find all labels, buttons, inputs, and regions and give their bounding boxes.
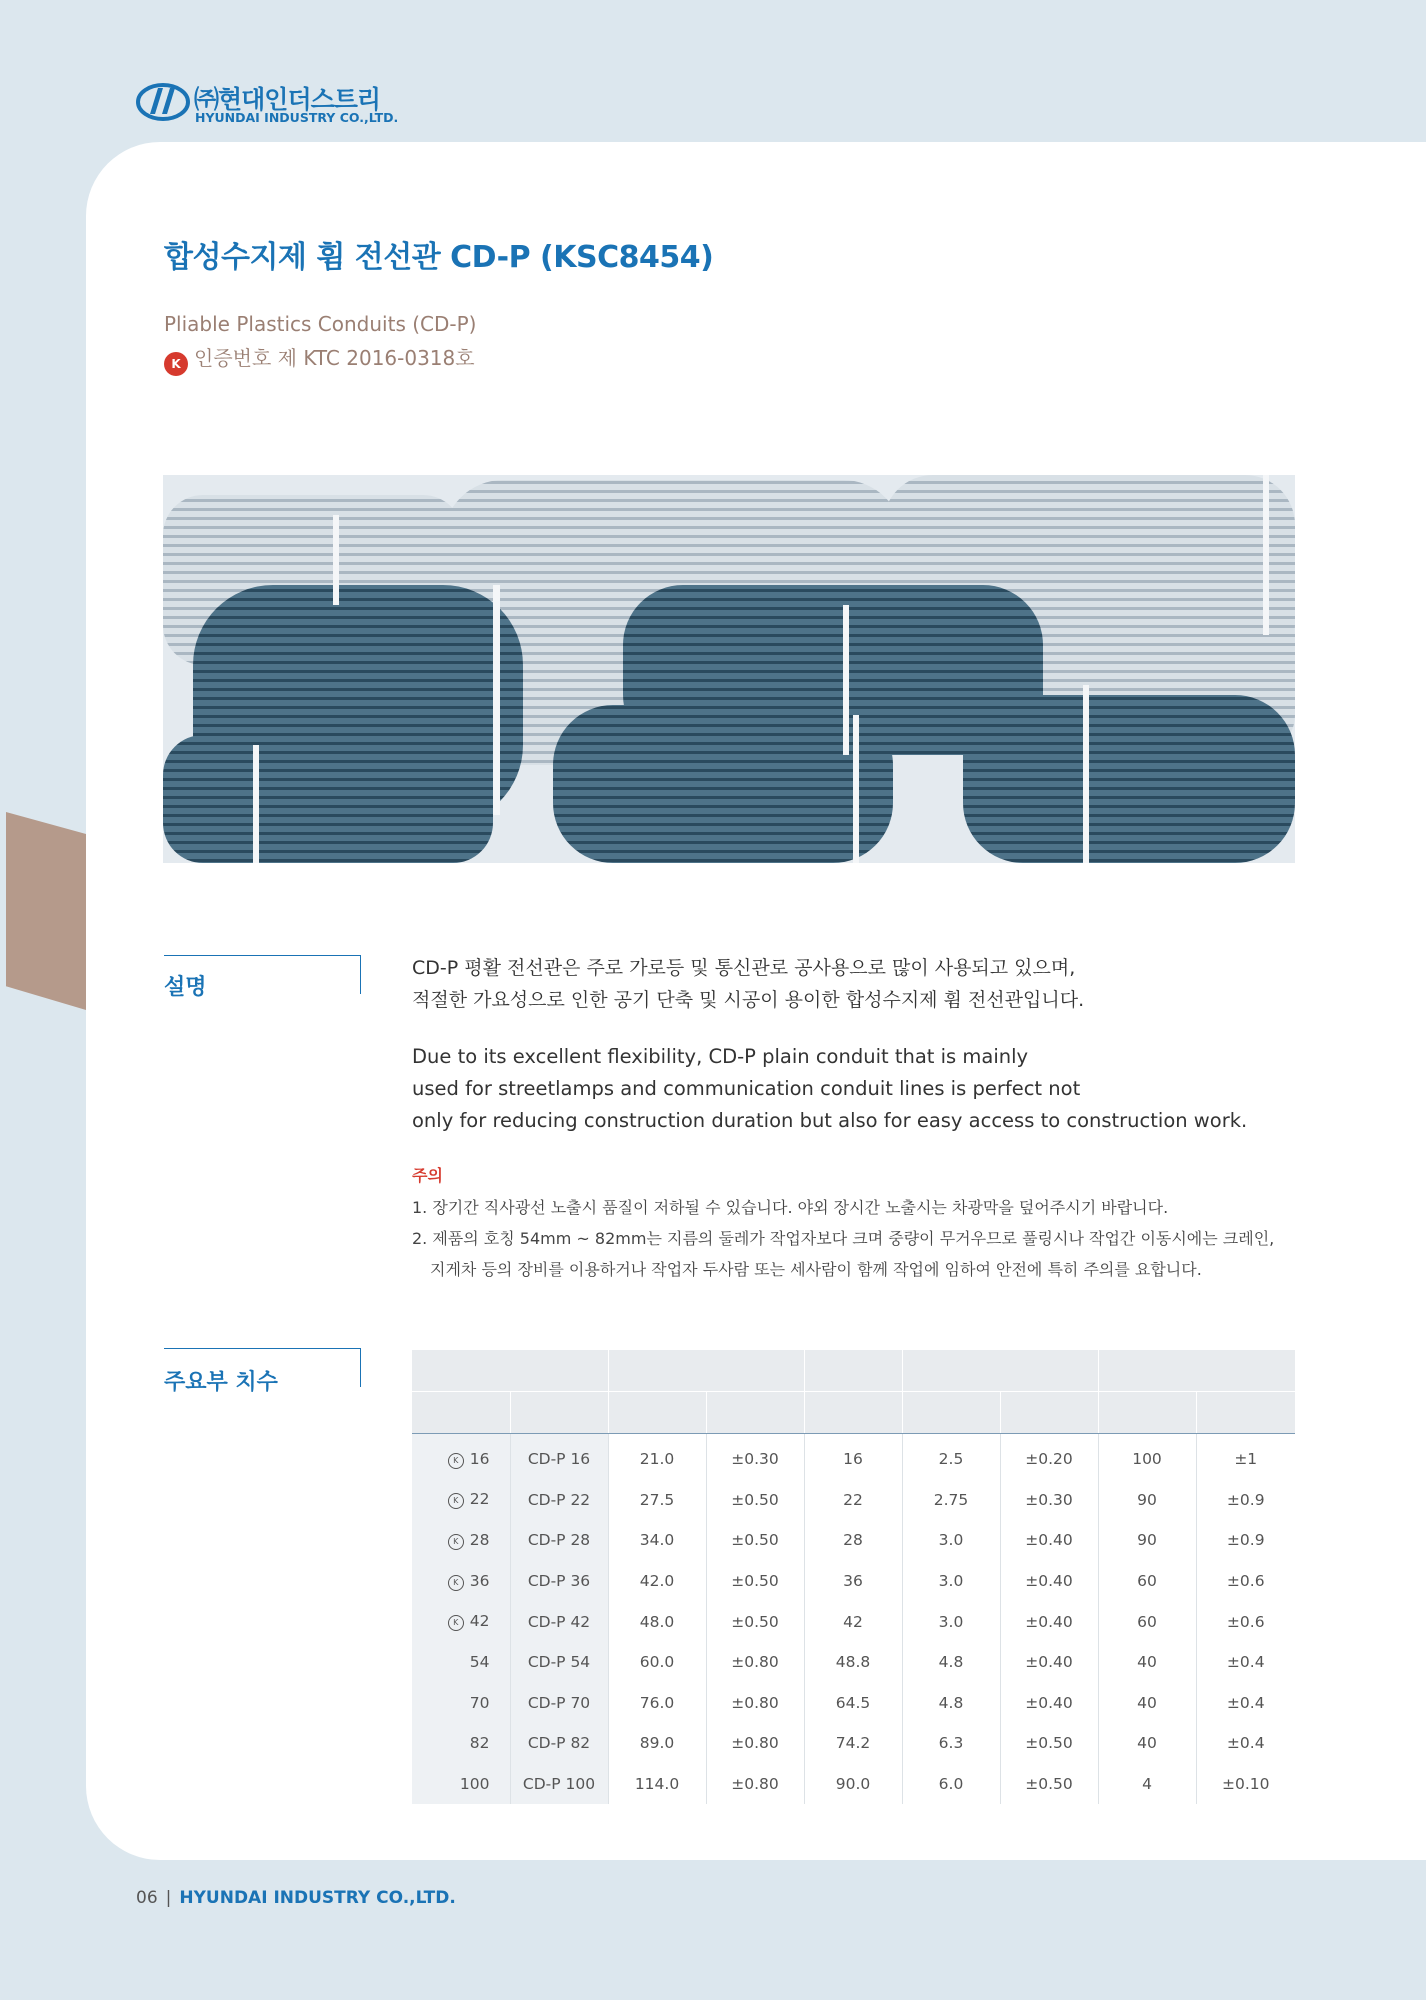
cell-value: ±0.30 [731, 1450, 779, 1469]
cell-value: CD-P 22 [527, 1490, 591, 1509]
product-subtitle: Pliable Plastics Conduits (CD-P) [164, 312, 477, 336]
footer-company-name: HYUNDAI INDUSTRY CO.,LTD. [179, 1888, 456, 1908]
table-cell-model [510, 1764, 608, 1805]
cell-value: 54 [469, 1653, 490, 1672]
cell-value: ±0.4 [1226, 1653, 1265, 1672]
table-cell-len [1098, 1764, 1196, 1805]
cell-value: 36 [469, 1571, 490, 1590]
table-cell-size [412, 1764, 510, 1805]
caution-title: 주의 [412, 1166, 443, 1185]
table-cell-id [804, 1480, 902, 1521]
table-cell-od [608, 1764, 706, 1805]
cell-value: 40 [1137, 1734, 1157, 1753]
certification-number: 인증번호 제 KTC 2016-0318호 [194, 346, 475, 370]
cell-value: CD-P 54 [527, 1653, 591, 1672]
footer-separator: | [165, 1888, 172, 1908]
cell-value: 28 [843, 1531, 863, 1550]
cell-value: ±0.40 [1025, 1572, 1073, 1591]
table-cell-id [804, 1723, 902, 1764]
cell-value: ±0.50 [731, 1531, 779, 1550]
table-cell-thick [902, 1764, 1000, 1805]
cell-value: 90 [1137, 1490, 1157, 1509]
cell-value: ±0.4 [1226, 1693, 1265, 1712]
table-row [412, 1520, 1295, 1561]
cell-value: ±0.20 [1025, 1450, 1073, 1469]
cell-value: 100 [459, 1775, 490, 1794]
table-subheader-cell [1196, 1392, 1295, 1434]
table-subheader-cell [608, 1392, 706, 1434]
cell-value: 27.5 [639, 1490, 675, 1509]
table-cell-od [608, 1723, 706, 1764]
table-cell-thick-tol [1000, 1520, 1098, 1561]
table-row [412, 1683, 1295, 1724]
table-subheader-cell [804, 1392, 902, 1434]
cell-value: ±0.50 [731, 1490, 779, 1509]
cell-value: 3.0 [938, 1531, 964, 1550]
cell-value: ±0.80 [731, 1693, 779, 1712]
table-cell-od-tol [706, 1764, 804, 1805]
cell-value: 3.0 [938, 1612, 964, 1631]
table-cell-thick [902, 1723, 1000, 1764]
cell-value: ±0.50 [731, 1572, 779, 1591]
table-cell-od-tol [706, 1723, 804, 1764]
table-row [412, 1764, 1295, 1805]
cell-value: CD-P 100 [522, 1775, 596, 1794]
table-cell-id [804, 1434, 902, 1480]
company-logo-icon [136, 82, 190, 122]
table-row [412, 1434, 1295, 1480]
caution-item-continued: 지게차 등의 장비를 이용하거나 작업자 두사람 또는 세사람이 함께 작업에 임하여 안전에 특히 주의를 요합니다. [430, 1260, 1202, 1279]
table-cell-model [510, 1683, 608, 1724]
table-cell-len [1098, 1480, 1196, 1521]
table-cell-od [608, 1601, 706, 1642]
description-en-line: Due to its excellent flexibility, CD-P plain conduit that is mainly [412, 1045, 1029, 1068]
kc-mark-icon: K [448, 1453, 464, 1469]
table-cell-thick [902, 1642, 1000, 1683]
description-korean [412, 952, 1084, 1016]
cell-value: CD-P 16 [527, 1450, 591, 1469]
table-cell-model [510, 1480, 608, 1521]
cell-value: 16 [843, 1450, 863, 1469]
table-header-cell [412, 1350, 608, 1392]
table-cell-od [608, 1561, 706, 1602]
side-tab-decoration [6, 812, 86, 1010]
table-row [412, 1480, 1295, 1521]
cell-value: ±0.40 [1025, 1653, 1073, 1672]
table-cell-thick [902, 1561, 1000, 1602]
kc-mark-icon: K [448, 1575, 464, 1591]
cell-value: 64.5 [835, 1693, 871, 1712]
table-header-cell [804, 1350, 902, 1392]
cell-value: 34.0 [639, 1531, 675, 1550]
cell-value: 48.0 [639, 1612, 675, 1631]
page-title: 합성수지제 휨 전선관 CD-P (KSC8454) [164, 240, 714, 275]
kc-mark-icon: K [448, 1493, 464, 1509]
cell-value: 28 [469, 1530, 490, 1549]
table-header-cell [902, 1350, 1098, 1392]
cell-value: ±0.40 [1025, 1693, 1073, 1712]
table-subheader-cell [510, 1392, 608, 1434]
cell-value: ±0.6 [1226, 1572, 1265, 1591]
table-cell-thick-tol [1000, 1683, 1098, 1724]
description-label: 설명 [164, 975, 207, 1000]
table-cell-od-tol [706, 1434, 804, 1480]
cell-value: 114.0 [634, 1775, 680, 1794]
table-cell-thick-tol [1000, 1561, 1098, 1602]
description-kr-line: CD-P 평활 전선관은 주로 가로등 및 통신관로 공사용으로 많이 사용되고 있으며, [412, 957, 1076, 979]
cell-value: ±0.4 [1226, 1734, 1265, 1753]
dimensions-table [412, 1350, 1295, 1804]
cell-value: 48.8 [835, 1653, 871, 1672]
table-cell-size [412, 1520, 510, 1561]
table-cell-thick [902, 1683, 1000, 1724]
table-cell-len-tol [1196, 1723, 1295, 1764]
cell-value: ±0.6 [1226, 1612, 1265, 1631]
cell-value: ±0.50 [1025, 1775, 1073, 1794]
product-photo [163, 475, 1295, 863]
table-cell-size [412, 1642, 510, 1683]
description-kr-line: 적절한 가요성으로 인한 공기 단축 및 시공이 용이한 합성수지제 휨 전선관입니다. [412, 989, 1085, 1011]
cell-value: 82 [469, 1734, 490, 1753]
table-body [412, 1434, 1295, 1805]
caution-item: 1. 장기간 직사광선 노출시 품질이 저하될 수 있습니다. 야외 장시간 노출시는 차광막을 덮어주시기 바랍니다. [412, 1198, 1169, 1217]
cell-value: CD-P 42 [527, 1612, 591, 1631]
table-cell-od [608, 1683, 706, 1724]
table-cell-len [1098, 1642, 1196, 1683]
table-cell-id [804, 1520, 902, 1561]
table-cell-model [510, 1723, 608, 1764]
cell-value: 16 [469, 1449, 490, 1468]
table-cell-size [412, 1601, 510, 1642]
cell-value: 70 [469, 1693, 490, 1712]
cell-value: 42 [843, 1612, 863, 1631]
cell-value: CD-P 70 [527, 1693, 591, 1712]
cell-value: 21.0 [639, 1450, 675, 1469]
company-logo [136, 78, 399, 128]
cell-value: 36 [843, 1572, 863, 1591]
table-cell-len [1098, 1723, 1196, 1764]
cell-value: 60 [1137, 1572, 1157, 1591]
cell-value: 60 [1137, 1612, 1157, 1631]
cell-value: ±0.40 [1025, 1612, 1073, 1631]
table-cell-od [608, 1642, 706, 1683]
table-cell-thick [902, 1520, 1000, 1561]
cell-value: 22 [843, 1490, 863, 1509]
table-cell-od-tol [706, 1601, 804, 1642]
table-cell-len-tol [1196, 1642, 1295, 1683]
cell-value: CD-P 28 [527, 1531, 591, 1550]
cell-value: 40 [1137, 1653, 1157, 1672]
cell-value: 90.0 [835, 1775, 871, 1794]
cell-value: 2.5 [938, 1450, 964, 1469]
table-cell-len-tol [1196, 1480, 1295, 1521]
table-cell-len-tol [1196, 1764, 1295, 1805]
table-cell-id [804, 1642, 902, 1683]
cell-value: 89.0 [639, 1734, 675, 1753]
table-cell-thick [902, 1434, 1000, 1480]
table-subheader-cell [1098, 1392, 1196, 1434]
table-cell-size [412, 1683, 510, 1724]
table-cell-model [510, 1520, 608, 1561]
cell-value: 40 [1137, 1693, 1157, 1712]
dimensions-label: 주요부 치수 [164, 1370, 278, 1395]
table-row [412, 1601, 1295, 1642]
table-cell-len [1098, 1434, 1196, 1480]
cell-value: ±0.9 [1226, 1490, 1265, 1509]
table-cell-od-tol [706, 1642, 804, 1683]
table-cell-len [1098, 1601, 1196, 1642]
cell-value: 3.0 [938, 1572, 964, 1591]
kc-certification-icon: K [164, 352, 188, 376]
company-name-en: HYUNDAI INDUSTRY CO.,LTD. [195, 110, 399, 125]
cell-value: ±0.9 [1226, 1531, 1265, 1550]
table-subheader-cell [1000, 1392, 1098, 1434]
table-cell-model [510, 1434, 608, 1480]
cell-value: 4 [1142, 1775, 1152, 1794]
table-cell-id [804, 1683, 902, 1724]
table-cell-len-tol [1196, 1561, 1295, 1602]
kc-mark-icon: K [448, 1534, 464, 1550]
table-cell-od [608, 1434, 706, 1480]
table-cell-size [412, 1723, 510, 1764]
cell-value: 4.8 [938, 1693, 964, 1712]
cell-value: 22 [469, 1490, 490, 1509]
table-cell-len [1098, 1561, 1196, 1602]
table-cell-thick [902, 1480, 1000, 1521]
cell-value: CD-P 82 [527, 1734, 591, 1753]
table-row [412, 1561, 1295, 1602]
cell-value: 100 [1132, 1450, 1162, 1469]
cell-value: CD-P 36 [527, 1572, 591, 1591]
table-cell-od-tol [706, 1561, 804, 1602]
table-cell-od [608, 1480, 706, 1521]
page-number: 06 [136, 1888, 158, 1908]
table-cell-od-tol [706, 1480, 804, 1521]
cell-value: ±0.40 [1025, 1531, 1073, 1550]
cell-value: 42 [469, 1612, 490, 1631]
table-cell-thick-tol [1000, 1601, 1098, 1642]
table-subheader-cell [706, 1392, 804, 1434]
kc-mark-icon: K [448, 1615, 464, 1631]
table-cell-od-tol [706, 1683, 804, 1724]
table-cell-od [608, 1520, 706, 1561]
cell-value: ±0.10 [1222, 1775, 1270, 1794]
table-cell-thick [902, 1601, 1000, 1642]
table-cell-thick-tol [1000, 1764, 1098, 1805]
cell-value: ±0.80 [731, 1775, 779, 1794]
table-cell-model [510, 1561, 608, 1602]
table-cell-id [804, 1601, 902, 1642]
table-cell-size [412, 1561, 510, 1602]
cell-value: 60.0 [639, 1653, 675, 1672]
caution-item: 2. 제품의 호칭 54mm ~ 82mm는 지름의 둘레가 작업자보다 크며 중량이 무거우므로 풀링시나 작업간 이동시에는 크레인, [412, 1229, 1275, 1248]
cell-value: ±0.80 [731, 1653, 779, 1672]
cell-value: ±0.80 [731, 1734, 779, 1753]
table-subheader-row [412, 1392, 1295, 1434]
table-cell-model [510, 1642, 608, 1683]
certification-line [164, 342, 475, 376]
cell-value: 76.0 [639, 1693, 675, 1712]
cell-value: ±0.50 [731, 1612, 779, 1631]
description-en-line: only for reducing construction duration but also for easy access to construction work. [412, 1109, 1248, 1132]
table-cell-thick-tol [1000, 1434, 1098, 1480]
table-row [412, 1642, 1295, 1683]
cell-value: ±0.30 [1025, 1490, 1073, 1509]
table-cell-size [412, 1434, 510, 1480]
company-name-kr: ㈜현대인더스트리 [194, 85, 381, 114]
table-cell-size [412, 1480, 510, 1521]
table-row [412, 1723, 1295, 1764]
table-cell-len-tol [1196, 1601, 1295, 1642]
table-cell-id [804, 1764, 902, 1805]
table-cell-od-tol [706, 1520, 804, 1561]
table-cell-len-tol [1196, 1520, 1295, 1561]
table-subheader-cell [902, 1392, 1000, 1434]
table-cell-len [1098, 1520, 1196, 1561]
cell-value: 90 [1137, 1531, 1157, 1550]
cell-value: 4.8 [938, 1653, 964, 1672]
table-cell-model [510, 1601, 608, 1642]
cell-value: ±1 [1234, 1450, 1258, 1469]
conduit-coils-image [163, 475, 1295, 863]
table-subheader-cell [412, 1392, 510, 1434]
cell-value: ±0.50 [1025, 1734, 1073, 1753]
table-header-row [412, 1350, 1295, 1392]
table-cell-id [804, 1561, 902, 1602]
cell-value: 6.3 [938, 1734, 964, 1753]
table-header-cell [608, 1350, 804, 1392]
table-cell-len [1098, 1683, 1196, 1724]
page-footer [136, 1888, 456, 1908]
table-cell-thick-tol [1000, 1723, 1098, 1764]
caution-list [412, 1192, 1274, 1285]
table-cell-thick-tol [1000, 1642, 1098, 1683]
table-cell-thick-tol [1000, 1480, 1098, 1521]
cell-value: 74.2 [835, 1734, 871, 1753]
description-english [412, 1041, 1247, 1137]
table-header-cell [1098, 1350, 1295, 1392]
table-cell-len-tol [1196, 1683, 1295, 1724]
cell-value: 2.75 [933, 1490, 969, 1509]
description-en-line: used for streetlamps and communication conduit lines is perfect not [412, 1077, 1081, 1100]
table-cell-len-tol [1196, 1434, 1295, 1480]
cell-value: 42.0 [639, 1572, 675, 1591]
cell-value: 6.0 [938, 1775, 964, 1794]
